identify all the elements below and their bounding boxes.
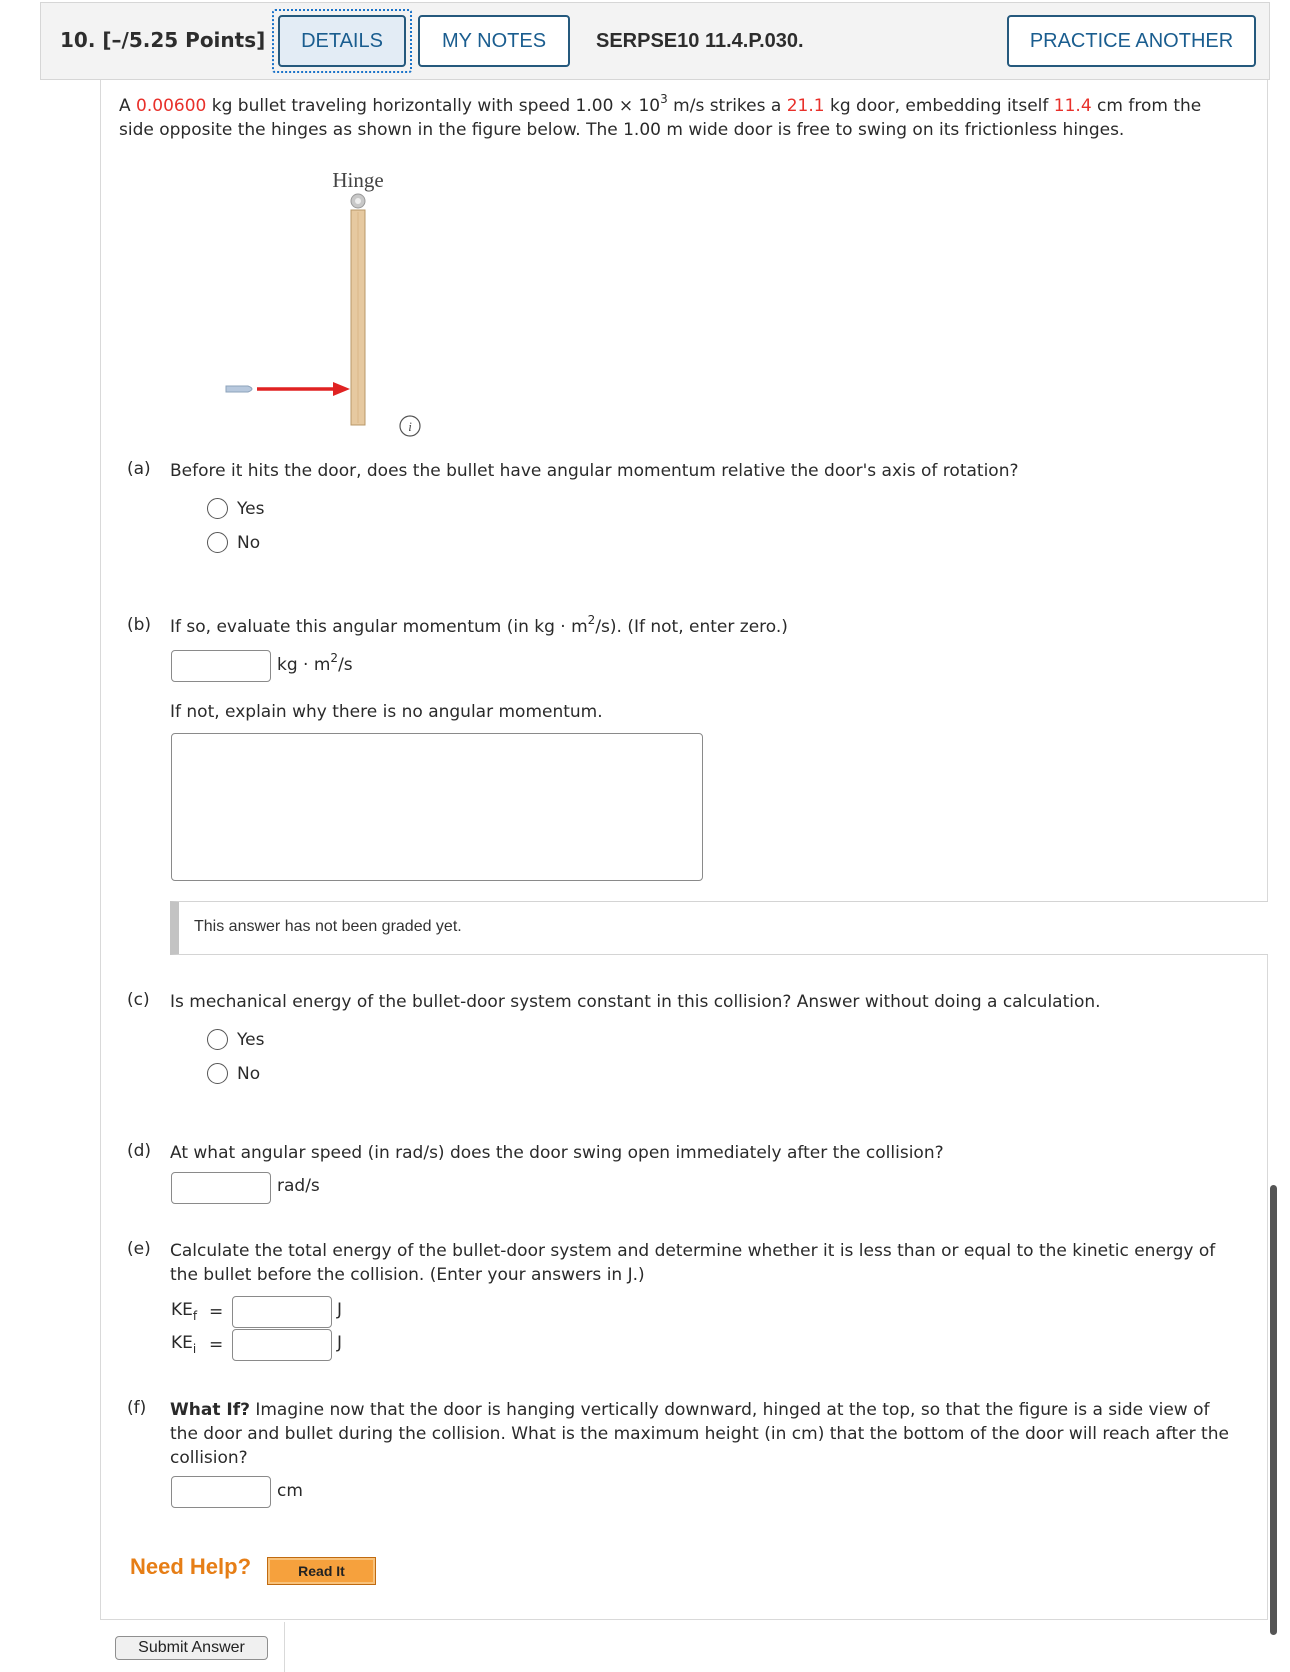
need-help-label: Need Help?: [130, 1554, 252, 1579]
subscript: i: [192, 1342, 197, 1356]
problem-text: A: [119, 96, 137, 116]
my-notes-button[interactable]: MY NOTES: [418, 15, 570, 67]
question-text: Imagine now that the door is hanging vertically downward, hinged at the top, so that the figure is a side view of: [249, 1400, 1210, 1420]
part-b-explain-prompt: If not, explain why there is no angular momentum.: [170, 702, 603, 722]
part-b-question: [170, 615, 788, 639]
part-e-question-line2: the bullet before the collision. (Enter your answers in J.): [170, 1265, 645, 1285]
velocity-arrowhead: [333, 382, 350, 396]
part-f-question-line1: [170, 1398, 1209, 1422]
radio-no[interactable]: [207, 1063, 228, 1084]
question-number: 10.: [60, 28, 96, 52]
part-b-angular-momentum-input[interactable]: [171, 650, 271, 682]
problem-statement-line2: side opposite the hinges as shown in the figure below. The 1.00 m wide door is free to swing on its frictionless hinges.: [119, 120, 1125, 140]
part-b-explanation-textarea[interactable]: [171, 733, 703, 881]
part-c-label: (c): [127, 990, 150, 1010]
hinge-label: Hinge: [332, 168, 384, 192]
part-d-label: (d): [127, 1141, 152, 1161]
part-b-unit: [277, 651, 353, 675]
problem-text: cm from the: [1091, 96, 1202, 116]
option-label: Yes: [237, 1029, 265, 1050]
question-text: /s). (If not, enter zero.): [595, 617, 788, 637]
part-c-option-yes[interactable]: [207, 1029, 264, 1050]
kef-equals: =: [209, 1302, 224, 1322]
part-d-unit: rad/s: [277, 1176, 320, 1196]
read-it-button[interactable]: Read It: [267, 1557, 376, 1585]
submit-divider: [284, 1622, 285, 1672]
question-code: SERPSE10 11.4.P.030.: [596, 30, 804, 52]
subscript: f: [192, 1309, 198, 1323]
kei-unit: J: [337, 1333, 343, 1353]
part-a-option-yes[interactable]: [207, 498, 264, 519]
part-c-option-no[interactable]: [207, 1063, 260, 1084]
page-scrollbar[interactable]: [1270, 1185, 1277, 1635]
question-text: If so, evaluate this angular momentum (in kg · m: [170, 617, 588, 637]
part-f-unit: cm: [277, 1481, 303, 1501]
option-label: No: [237, 532, 261, 553]
door-mass-value: 21.1: [786, 96, 825, 116]
part-d-angular-speed-input[interactable]: [171, 1172, 271, 1204]
hinge-pin: [355, 198, 361, 204]
details-button[interactable]: DETAILS: [278, 15, 406, 67]
submit-answer-button[interactable]: Submit Answer: [115, 1636, 268, 1660]
radio-yes[interactable]: [207, 1029, 228, 1050]
problem-text: kg bullet traveling horizontally with speed 1.00 × 10: [206, 96, 661, 116]
unit-text: kg · m: [277, 655, 331, 675]
ke-text: KE: [171, 1333, 193, 1353]
kef-label: [171, 1300, 198, 1323]
part-c-question: Is mechanical energy of the bullet-door system constant in this collision? Answer without doing a calculation.: [170, 992, 1101, 1012]
part-f-height-input[interactable]: [171, 1476, 271, 1508]
distance-value: 11.4: [1053, 96, 1092, 116]
option-label: Yes: [237, 498, 265, 519]
grade-status-text: This answer has not been graded yet.: [194, 918, 462, 935]
part-f-question-line2: the door and bullet during the collision. What is the maximum height (in cm) that the bottom of the door will reach after the: [170, 1424, 1229, 1444]
kei-equals: =: [209, 1335, 224, 1355]
part-a-option-no[interactable]: [207, 532, 260, 553]
kef-input[interactable]: [232, 1296, 332, 1328]
option-label: No: [237, 1063, 261, 1084]
part-f-question-line3: collision?: [170, 1448, 248, 1468]
question-number-points: [60, 28, 265, 52]
points-label: [–/5.25 Points]: [102, 28, 266, 52]
part-f-label: (f): [127, 1398, 147, 1418]
bullet-mass-value: 0.00600: [136, 96, 207, 116]
kei-label: [171, 1333, 197, 1356]
radio-yes[interactable]: [207, 498, 228, 519]
part-b-label: (b): [127, 615, 152, 635]
problem-statement-line1: [119, 94, 1259, 118]
part-a-label: (a): [127, 459, 151, 479]
info-icon-glyph: i: [408, 419, 412, 434]
practice-another-button[interactable]: PRACTICE ANOTHER: [1007, 15, 1256, 67]
part-a-question: Before it hits the door, does the bullet have angular momentum relative the door's axis of rotation?: [170, 461, 1019, 481]
part-e-label: (e): [127, 1239, 151, 1259]
exponent: 2: [330, 651, 339, 665]
problem-text: m/s strikes a: [667, 96, 787, 116]
ke-text: KE: [171, 1300, 193, 1320]
kef-unit: J: [337, 1300, 343, 1320]
door-bullet-figure: [216, 160, 436, 445]
what-if-label: What If?: [170, 1400, 250, 1420]
unit-text: /s: [338, 655, 353, 675]
part-e-question-line1: Calculate the total energy of the bullet-door system and determine whether it is less than or equal to the kinetic energy of: [170, 1241, 1216, 1261]
radio-no[interactable]: [207, 532, 228, 553]
exponent: 2: [587, 613, 596, 627]
bullet-icon: [226, 386, 252, 392]
kei-input[interactable]: [232, 1329, 332, 1361]
part-d-question: At what angular speed (in rad/s) does the door swing open immediately after the collision?: [170, 1143, 944, 1163]
exponent: 3: [660, 92, 668, 106]
problem-text: kg door, embedding itself: [824, 96, 1054, 116]
